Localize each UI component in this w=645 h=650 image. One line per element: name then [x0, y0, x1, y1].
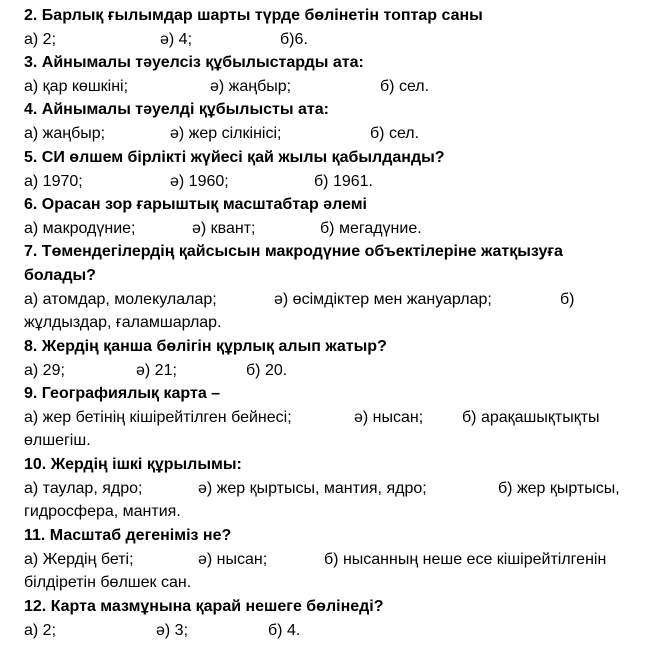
question-title: 2. Барлық ғылымдар шарты түрде бөлінетін топтар саны	[24, 7, 483, 24]
option-a: а) қар көшкіні;	[24, 78, 129, 95]
option-b: б)	[560, 291, 575, 308]
option-ae: ә) жаңбыр;	[210, 78, 292, 95]
question-title: 3. Айнымалы тәуелсіз құбылыстарды ата:	[24, 54, 364, 71]
question-title-continuation: болады?	[24, 267, 96, 284]
option-a: а) жаңбыр;	[24, 125, 106, 142]
option-continuation: гидросфера, мантия.	[24, 503, 181, 520]
answer-options	[24, 124, 624, 146]
option-a: а) 2;	[24, 622, 57, 639]
option-b: б) 20.	[246, 362, 288, 379]
option-ae: ә) 4;	[160, 31, 193, 48]
question-title: 12. Карта мазмұнына қарай нешеге бөлінеді?	[24, 598, 384, 615]
answer-options	[24, 361, 624, 383]
answer-options	[24, 408, 624, 430]
answer-options	[24, 172, 624, 194]
option-b: б) мегадүние.	[320, 220, 422, 237]
option-continuation: білдіретін бөлшек сан.	[24, 574, 192, 591]
answer-options	[24, 77, 624, 99]
question-title: 9. Географиялық карта –	[24, 385, 221, 402]
option-ae: ә) өсімдіктер мен жануарлар;	[274, 291, 492, 308]
answer-options	[24, 290, 624, 312]
option-ae: ә) жер қыртысы, мантия, ядро;	[198, 480, 427, 497]
option-a: а) атомдар, молекулалар;	[24, 291, 217, 308]
question-title: 4. Айнымалы тәуелді құбылысты ата:	[24, 101, 329, 118]
option-ae: ә) 21;	[136, 362, 177, 379]
option-b: б) сел.	[370, 125, 420, 142]
question-title: 10. Жердің ішкі құрылымы:	[24, 456, 242, 473]
question-title: 7. Төмендегілердің қайсысын макродүние объектілеріне жатқызуға	[24, 243, 563, 260]
answer-options	[24, 30, 624, 52]
question-title: 11. Масштаб дегеніміз не?	[24, 527, 232, 544]
answer-options	[24, 621, 624, 643]
option-ae: ә) 3;	[156, 622, 189, 639]
question-title: 5. СИ өлшем бірлікті жүйесі қай жылы қабылданды?	[24, 149, 445, 166]
option-continuation: жұлдыздар, ғаламшарлар.	[24, 314, 222, 331]
option-ae: ә) жер сілкінісі;	[170, 125, 282, 142]
option-a: а) 29;	[24, 362, 65, 379]
answer-options	[24, 550, 624, 572]
option-ae: ә) нысан;	[198, 551, 268, 568]
option-ae: ә) 1960;	[170, 173, 229, 190]
question-title: 8. Жердің қанша бөлігін құрлық алып жатыр?	[24, 338, 387, 355]
question-title: 6. Орасан зор ғарыштық масштабтар әлемі	[24, 196, 367, 213]
option-b: б) 4.	[268, 622, 301, 639]
option-ae: ә) квант;	[192, 220, 256, 237]
option-a: а) 2;	[24, 31, 57, 48]
answer-options	[24, 219, 624, 241]
option-ae: ә) нысан;	[354, 409, 424, 426]
option-a: а) макродүние;	[24, 220, 136, 237]
option-b: б) арақашықтықты	[462, 409, 600, 426]
option-a: а) 1970;	[24, 173, 83, 190]
option-continuation: өлшегіш.	[24, 432, 91, 449]
option-b: б) сел.	[380, 78, 430, 95]
option-b: б) 1961.	[314, 173, 373, 190]
option-b: б) нысанның неше есе кішірейтілгенін	[324, 551, 607, 568]
answer-options	[24, 479, 624, 501]
option-b: б)6.	[280, 31, 308, 48]
option-a: а) таулар, ядро;	[24, 480, 143, 497]
option-b: б) жер қыртысы,	[498, 480, 620, 497]
option-a: а) жер бетінің кішірейтілген бейнесі;	[24, 409, 292, 426]
option-a: а) Жердің беті;	[24, 551, 134, 568]
